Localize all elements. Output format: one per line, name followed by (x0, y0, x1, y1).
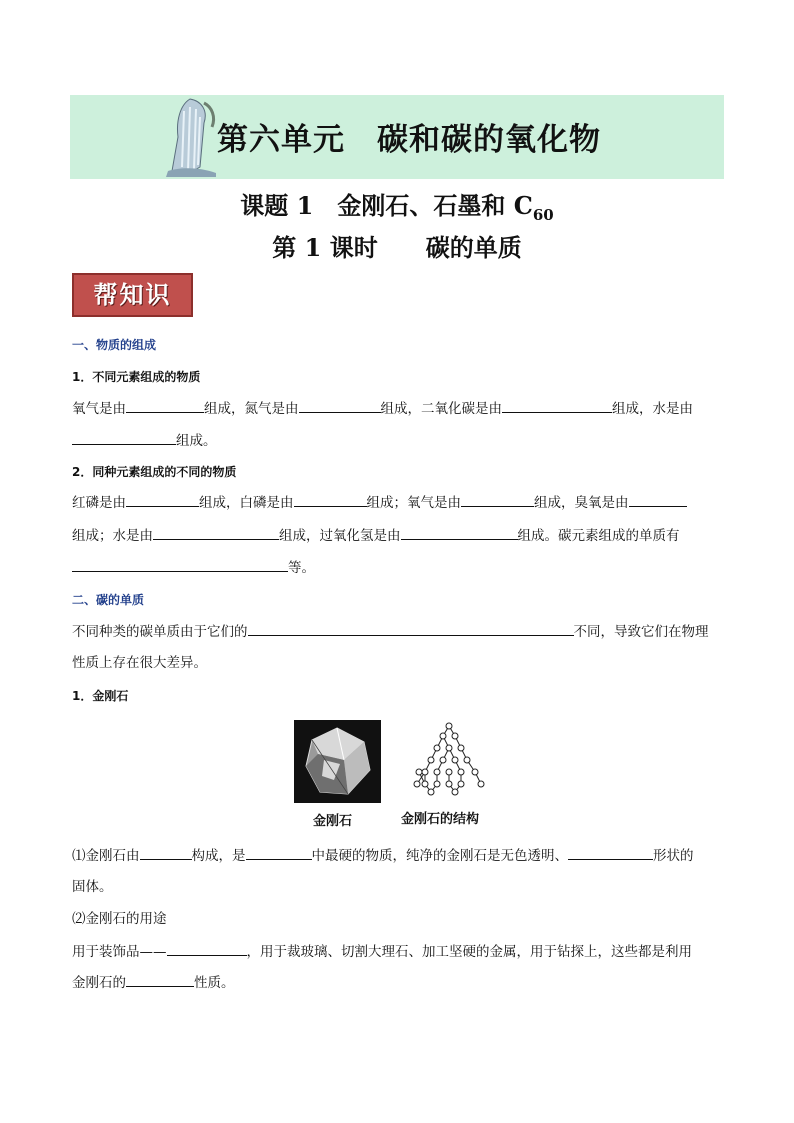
fill-blank[interactable] (126, 492, 199, 507)
text-segment: ⑴金刚石由 (72, 848, 140, 864)
fill-blank[interactable] (153, 525, 279, 540)
fill-blank[interactable] (461, 492, 534, 507)
paragraph-line (72, 398, 693, 419)
text-segment: 不同，导致它们在物理 (573, 624, 709, 640)
fill-blank[interactable] (299, 398, 381, 413)
paragraph-line (72, 525, 680, 546)
caption-diamond-structure: 金刚石的结构 (401, 812, 480, 827)
caption-diamond: 金刚石 (313, 814, 353, 829)
paragraph-line: 固体。 (72, 879, 113, 895)
subheading-same-element: 2．同种元素组成的不同的物质 (72, 465, 237, 479)
subheading-different-elements: 1．不同元素组成的物质 (72, 370, 201, 384)
fill-blank[interactable] (167, 941, 247, 956)
section-heading-carbon-elements: 二、碳的单质 (72, 593, 145, 607)
diamond-uses-heading: ⑵金刚石的用途 (72, 911, 167, 927)
text-segment: 组成。碳元素组成的单质有 (517, 528, 680, 544)
text-segment: 组成，水是由 (612, 401, 693, 417)
fill-blank[interactable] (294, 492, 367, 507)
fill-blank[interactable] (126, 398, 204, 413)
text-segment: 中最硬的物质，纯净的金刚石是无色透明、 (311, 848, 568, 864)
knowledge-badge-label: 帮知识 (93, 280, 172, 309)
paragraph-line (72, 941, 692, 962)
subheading-diamond: 1．金刚石 (72, 689, 129, 703)
paragraph-line: 性质上存在很大差异。 (72, 655, 207, 671)
fill-blank[interactable] (72, 430, 176, 445)
diamond-structure-diagram (405, 720, 493, 800)
text-segment: 构成，是 (191, 848, 246, 864)
text-segment: 组成，白磷是由 (199, 495, 294, 511)
text-segment: 金刚石的 (72, 975, 126, 991)
fill-blank[interactable] (126, 972, 194, 987)
text-segment: 组成；氧气是由 (366, 495, 461, 511)
lesson-title: 第 1 课时 碳的单质 (272, 233, 522, 262)
text-segment: 不同种类的碳单质由于它们的 (72, 624, 248, 640)
waterfall-icon (160, 97, 220, 177)
topic-title-subscript: 60 (532, 205, 554, 224)
fill-blank[interactable] (629, 492, 687, 507)
paragraph-line (72, 845, 694, 866)
text-segment: 组成，氮气是由 (204, 401, 299, 417)
text-segment: 性质。 (194, 975, 235, 991)
fill-blank[interactable] (401, 525, 518, 540)
text-segment: 组成，二氧化碳是由 (380, 401, 502, 417)
text-segment: 组成，臭氧是由 (534, 495, 629, 511)
text-segment: 红磷是由 (72, 495, 126, 511)
section-heading-composition: 一、物质的组成 (72, 338, 157, 352)
text-segment: 用于装饰品—— (72, 944, 167, 960)
topic-title-main: 课题 1 金刚石、石墨和 C (240, 191, 533, 220)
paragraph-line (72, 621, 709, 642)
text-segment: 等。 (288, 560, 315, 576)
text-segment: ，用于裁玻璃、切割大理石、加工坚硬的金属，用于钻探上，这些都是利用 (246, 944, 692, 960)
topic-title (0, 186, 794, 224)
unit-title: 第六单元 碳和碳的氧化物 (217, 122, 601, 158)
knowledge-badge (72, 273, 193, 317)
fill-blank[interactable] (568, 845, 653, 860)
text-segment: 形状的 (653, 848, 694, 864)
fill-blank[interactable] (248, 621, 574, 636)
paragraph-line (72, 972, 235, 993)
text-segment: 组成；水是由 (72, 528, 153, 544)
diamond-photo (294, 720, 381, 803)
text-segment: 组成。 (176, 433, 217, 449)
text-segment: 组成，过氧化氢是由 (279, 528, 401, 544)
paragraph-line (72, 557, 315, 578)
fill-blank[interactable] (246, 845, 312, 860)
fill-blank[interactable] (502, 398, 612, 413)
paragraph-line (72, 430, 217, 451)
fill-blank[interactable] (140, 845, 192, 860)
text-segment: 氧气是由 (72, 401, 126, 417)
fill-blank[interactable] (72, 557, 288, 572)
paragraph-line (72, 492, 687, 513)
